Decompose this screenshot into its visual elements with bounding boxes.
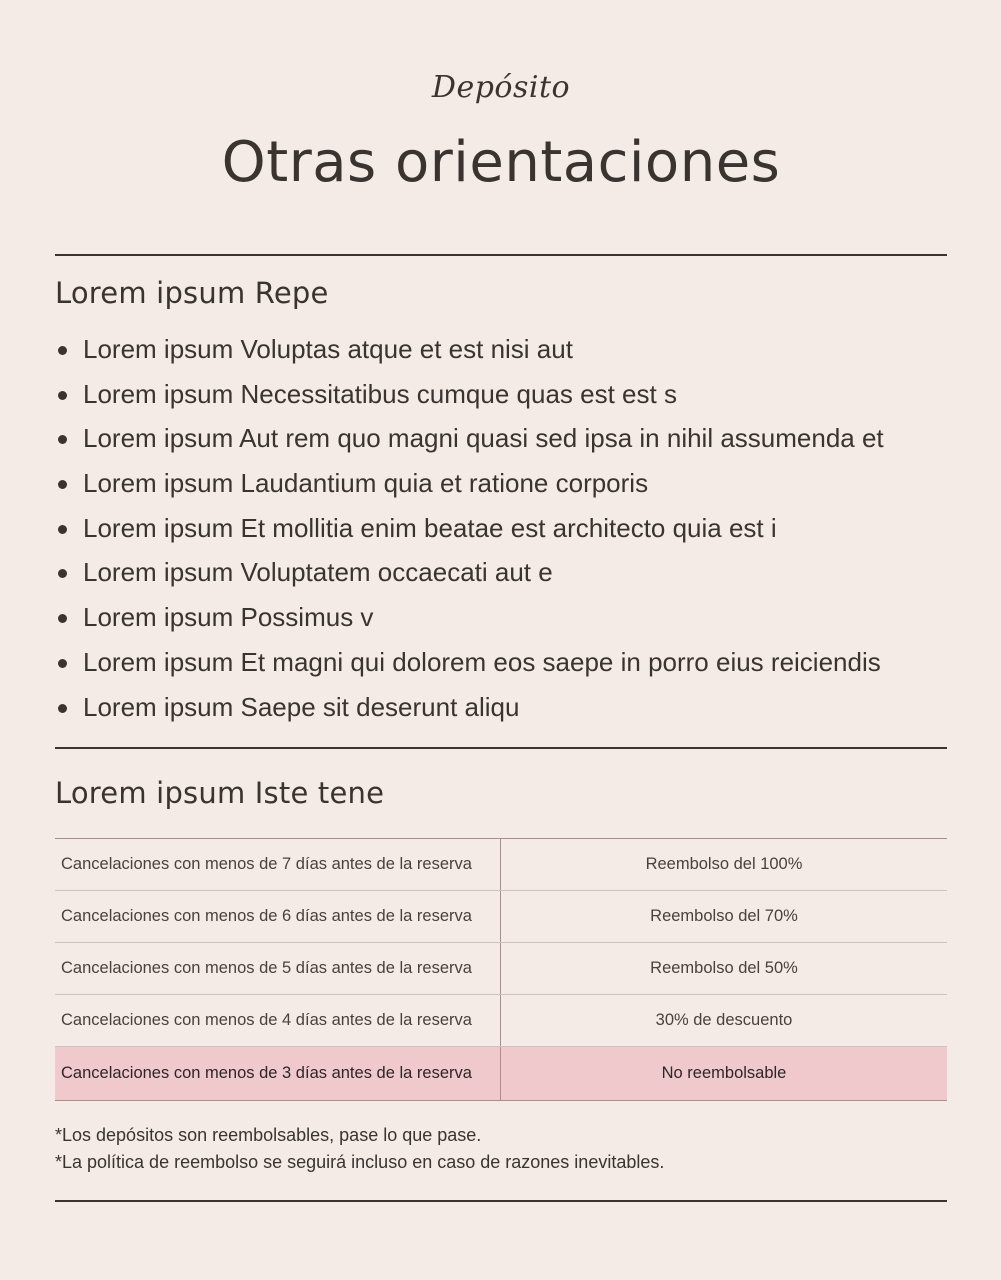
table-cell-result: 30% de descuento — [655, 1011, 793, 1029]
section-heading-refund: Lorem ipsum Iste tene — [55, 776, 385, 810]
list-item — [55, 550, 947, 595]
table-cell-condition: Cancelaciones con menos de 6 días antes de la reserva — [55, 891, 501, 942]
table-row — [55, 943, 947, 995]
list-item-text: Lorem ipsum Aut rem quo magni quasi sed ipsa in nihil assumenda et — [83, 423, 884, 454]
table-cell-condition: Cancelaciones con menos de 4 días antes de la reserva — [55, 995, 501, 1046]
list-item — [55, 461, 947, 506]
table-row — [55, 995, 947, 1047]
footnote: *La política de reembolso se seguirá incluso en caso de razones inevitables. — [55, 1152, 665, 1172]
page-title: Otras orientaciones — [221, 130, 781, 195]
script-title: Depósito — [431, 70, 571, 105]
list-item — [55, 685, 947, 730]
list-item-text: Lorem ipsum Possimus v — [83, 602, 374, 633]
bullet-icon — [58, 480, 67, 489]
list-item-text: Lorem ipsum Et magni qui dolorem eos saepe in porro eius reiciendis — [83, 646, 881, 677]
refund-policy-table — [55, 838, 947, 1101]
list-item — [55, 506, 947, 551]
table-row-highlighted — [55, 1047, 947, 1100]
list-item — [55, 595, 947, 640]
table-cell-condition: Cancelaciones con menos de 5 días antes de la reserva — [55, 943, 501, 994]
table-row — [55, 891, 947, 943]
list-item-text: Lorem ipsum Voluptatem occaecati aut e — [83, 557, 553, 588]
list-item — [55, 416, 947, 461]
bullet-icon — [58, 704, 67, 713]
list-item — [55, 640, 947, 685]
list-item-text: Lorem ipsum Et mollitia enim beatae est architecto quia est i — [83, 512, 777, 543]
bullet-icon — [58, 614, 67, 623]
footnotes — [55, 1122, 664, 1176]
table-cell-condition: Cancelaciones con menos de 7 días antes de la reserva — [55, 839, 501, 890]
divider-bottom — [55, 1200, 947, 1202]
table-cell-result: Reembolso del 50% — [650, 959, 798, 977]
list-item — [55, 327, 947, 372]
list-item-text: Lorem ipsum Saepe sit deserunt aliqu — [83, 691, 520, 722]
list-item-text: Lorem ipsum Voluptas atque et est nisi aut — [83, 334, 573, 364]
bullet-icon — [58, 435, 67, 444]
table-cell-result: Reembolso del 100% — [645, 855, 803, 873]
list-item — [55, 372, 947, 417]
list-item-text: Lorem ipsum Laudantium quia et ratione corporis — [83, 468, 649, 499]
bullet-icon — [58, 525, 67, 534]
divider-middle — [55, 747, 947, 749]
section-heading-guidelines: Lorem ipsum Repe — [55, 276, 329, 310]
bullet-icon — [58, 659, 67, 668]
divider-top — [55, 254, 947, 256]
list-item-text: Lorem ipsum Necessitatibus cumque quas est est s — [83, 378, 677, 409]
table-cell-result: Reembolso del 70% — [650, 907, 798, 925]
bullet-icon — [58, 346, 67, 355]
footnote: *Los depósitos son reembolsables, pase lo que pase. — [55, 1125, 482, 1145]
table-cell-result: No reembolsable — [661, 1064, 787, 1082]
table-row — [55, 839, 947, 891]
bullet-icon — [58, 391, 67, 400]
guideline-list — [55, 327, 947, 729]
table-cell-condition: Cancelaciones con menos de 3 días antes de la reserva — [55, 1047, 501, 1100]
bullet-icon — [58, 569, 67, 578]
